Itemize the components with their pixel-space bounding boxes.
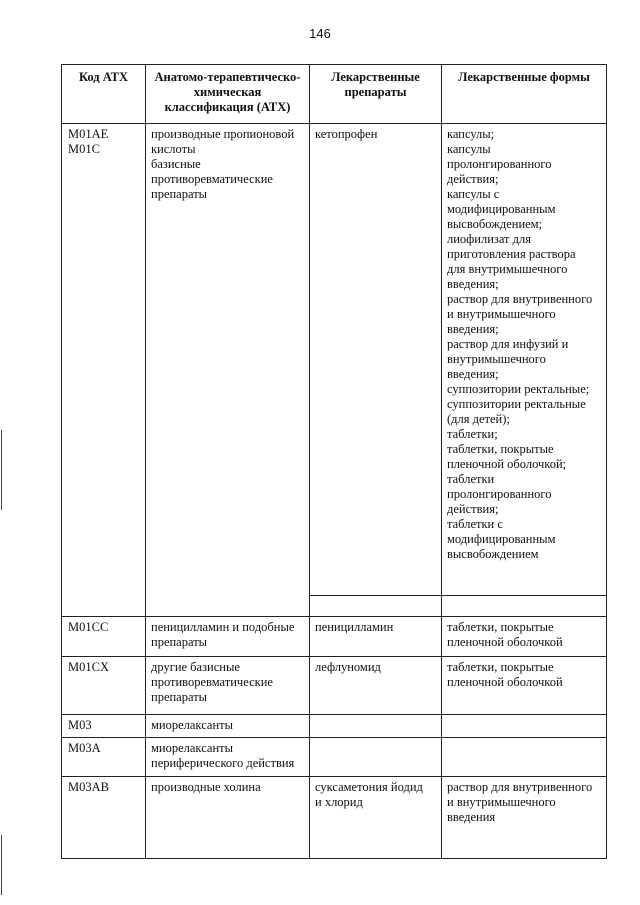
header-atc-classification: Анатомо-терапевтическо- химическая классификация (АТХ): [146, 65, 310, 124]
empty-cell: [310, 596, 442, 617]
table-row: [62, 715, 607, 738]
drug-cell: лефлуномид: [310, 657, 442, 715]
scan-edge-line: [1, 835, 2, 895]
dosage-forms-cell: [442, 715, 607, 738]
atc-code-cell: M03: [62, 715, 146, 738]
classification-cell: производные холина: [146, 777, 310, 859]
classification-cell: пеницилламин и подобные препараты: [146, 617, 310, 657]
header-atc-code: Код АТХ: [62, 65, 146, 124]
dosage-forms-cell: [442, 738, 607, 777]
table-row: [62, 124, 607, 596]
dosage-forms-cell: раствор для внутривенного и внутримышечного введения: [442, 777, 607, 859]
table-row: [62, 617, 607, 657]
empty-cell: [146, 596, 310, 617]
classification-cell: миорелаксанты: [146, 715, 310, 738]
table-row: [62, 777, 607, 859]
empty-cell: [62, 596, 146, 617]
atc-code-cell: M03A: [62, 738, 146, 777]
header-drugs: Лекарственные препараты: [310, 65, 442, 124]
atc-code-cell: M01CC: [62, 617, 146, 657]
empty-cell: [442, 596, 607, 617]
dosage-forms-cell: капсулы; капсулы пролонгированного действия; капсулы с модифицированным высвобождением; лиофилизат для приготовления раствора для внутримышечного введения; раствор для внутривенного и внутримышечного введения; раствор для инфузий и внутримышечного введения; суппозитории ректальные; суппозитории ректальные (для детей); таблетки; таблетки, покрытые пленочной оболочкой; таблетки пролонгированного действия; таблетки с модифицированным высвобождением: [442, 124, 607, 596]
atc-drug-table: [61, 64, 607, 859]
drug-cell: [310, 738, 442, 777]
classification-cell: производные пропионовой кислоты базисные противоревматические препараты: [146, 124, 310, 596]
header-dosage-forms: Лекарственные формы: [442, 65, 607, 124]
drug-cell: пеницилламин: [310, 617, 442, 657]
atc-code-cell: M01CX: [62, 657, 146, 715]
drug-cell: кетопрофен: [310, 124, 442, 596]
scan-edge-line: [1, 430, 2, 510]
atc-code-cell: M01AE M01C: [62, 124, 146, 596]
atc-code-cell: M03AB: [62, 777, 146, 859]
dosage-forms-cell: таблетки, покрытые пленочной оболочкой: [442, 657, 607, 715]
drug-cell: суксаметония йодид и хлорид: [310, 777, 442, 859]
table-row: [62, 738, 607, 777]
classification-cell: миорелаксанты периферического действия: [146, 738, 310, 777]
table-row: [62, 657, 607, 715]
table-header-row: [62, 65, 607, 124]
table-row-empty: [62, 596, 607, 617]
classification-cell: другие базисные противоревматические препараты: [146, 657, 310, 715]
drug-cell: [310, 715, 442, 738]
dosage-forms-cell: таблетки, покрытые пленочной оболочкой: [442, 617, 607, 657]
page-number: 146: [309, 26, 331, 41]
